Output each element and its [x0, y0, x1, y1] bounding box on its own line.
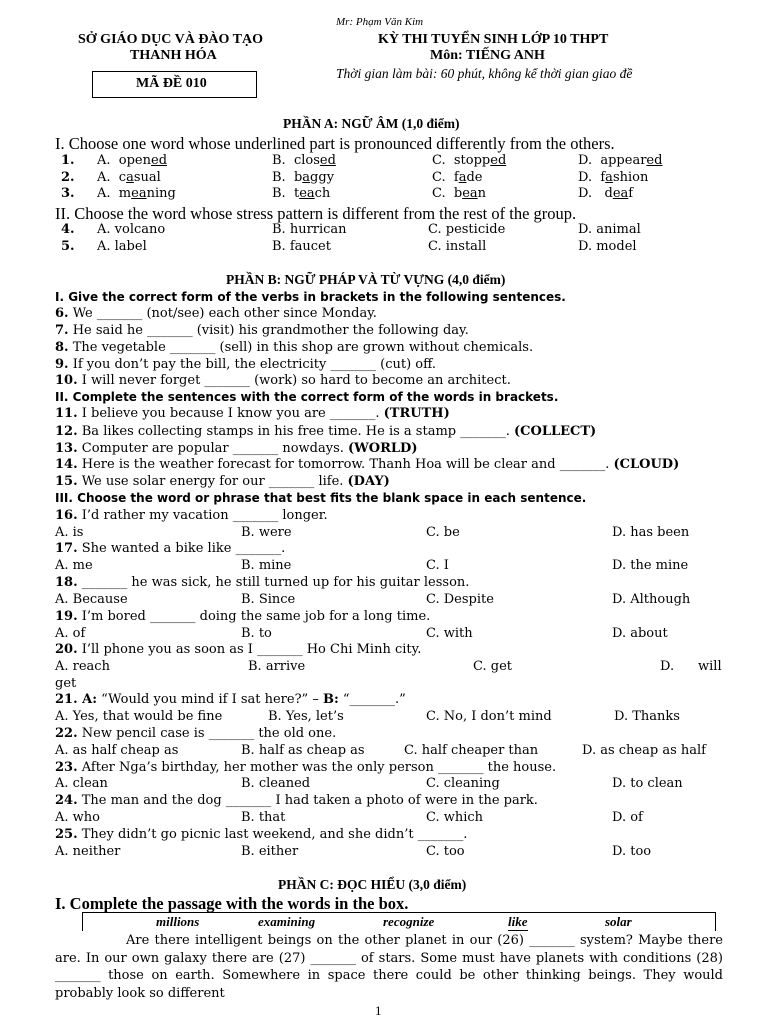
option-c[interactable]: C. with: [426, 626, 473, 641]
option-a[interactable]: A. of: [55, 626, 86, 641]
option-a[interactable]: A. neither: [55, 844, 121, 859]
option-a[interactable]: A. Yes, that would be fine: [55, 709, 223, 724]
box-word: millions: [156, 914, 200, 929]
option-b[interactable]: B. arrive: [248, 659, 306, 674]
options-23: [0, 776, 768, 793]
options-24: [0, 810, 768, 827]
part-a-title: PHẦN A: NGỮ ÂM (1,0 điểm): [283, 116, 460, 131]
option-d[interactable]: D. fashion: [578, 170, 649, 185]
options-16: [0, 525, 768, 542]
box-word: examining: [258, 914, 316, 929]
option-d[interactable]: D. deaf: [578, 186, 634, 201]
option-d[interactable]: D. the mine: [612, 558, 689, 573]
option-d[interactable]: D. Although: [612, 592, 691, 607]
option-c[interactable]: C. bean: [432, 186, 487, 201]
option-d[interactable]: D. of: [612, 810, 643, 825]
option-c[interactable]: C. pesticide: [428, 222, 506, 237]
question-9: 9. If you don’t pay the bill, the electricity _______ (cut) off.: [55, 357, 437, 372]
option-c[interactable]: C. I: [426, 558, 449, 573]
question-17: 17. She wanted a bike like _______.: [55, 541, 286, 556]
question-row-5: [0, 239, 768, 256]
options-20: [0, 659, 768, 676]
exam-title: KỲ THI TUYỂN SINH LỚP 10 THPT: [378, 32, 609, 47]
question-16: 16. I’d rather my vacation _______ longer.: [55, 508, 328, 523]
question-20: 20. I’ll phone you as soon as I _______ Ho Chi Minh city.: [55, 642, 422, 657]
options-22: [0, 743, 768, 760]
option-c[interactable]: C. be: [426, 525, 460, 540]
option-a[interactable]: A. as half cheap as: [55, 743, 179, 758]
option-b[interactable]: B. Since: [241, 592, 296, 607]
option-d[interactable]: D. model: [578, 239, 637, 254]
option-a[interactable]: A. is: [55, 525, 84, 540]
option-b[interactable]: B. baggy: [272, 170, 335, 185]
option-d[interactable]: D. animal: [578, 222, 641, 237]
option-c[interactable]: C. fade: [432, 170, 483, 185]
option-b[interactable]: B. to: [241, 626, 272, 641]
question-row-4: [0, 222, 768, 239]
option-d[interactable]: D. Thanks: [614, 709, 680, 724]
option-a[interactable]: A. meaning: [97, 186, 176, 201]
part-a-instruction-1: I. Choose one word whose underlined part is pronounced differently from the others.: [55, 134, 615, 153]
author-note: Mr: Phạm Văn Kim: [336, 16, 424, 28]
option-b[interactable]: B. either: [241, 844, 299, 859]
question-number: 5.: [61, 239, 75, 254]
option-d[interactable]: D. about: [612, 626, 668, 641]
exam-code: MÃ ĐỀ 010: [136, 76, 207, 91]
option-a[interactable]: A. label: [97, 239, 147, 254]
question-18: 18. _______ he was sick, he still turned up for his guitar lesson.: [55, 575, 470, 590]
option-c[interactable]: C. too: [426, 844, 465, 859]
question-row-2: [0, 170, 768, 187]
question-number: 3.: [61, 186, 75, 201]
option-d[interactable]: D. to clean: [612, 776, 683, 791]
option-a[interactable]: A. reach: [55, 659, 110, 674]
page-number: 1: [375, 1003, 382, 1018]
part-c-instruction-1: I. Complete the passage with the words in the box.: [55, 894, 409, 913]
department-line1: SỞ GIÁO DỤC VÀ ĐÀO TẠO: [78, 32, 264, 47]
option-d-wrap: get: [55, 676, 77, 691]
option-d[interactable]: D. too: [612, 844, 652, 859]
part-c-title: PHẦN C: ĐỌC HIỂU (3,0 điểm): [278, 877, 467, 892]
option-d-text: will: [698, 659, 722, 674]
question-15: 15. We use solar energy for our _______ life. (DAY): [55, 474, 390, 489]
option-a[interactable]: A. me: [55, 558, 93, 573]
option-b[interactable]: B. faucet: [272, 239, 331, 254]
option-c[interactable]: C. Despite: [426, 592, 494, 607]
question-13: 13. Computer are popular _______ nowdays. (WORLD): [55, 441, 418, 456]
option-b[interactable]: B. mine: [241, 558, 292, 573]
time-note: Thời gian làm bài: 60 phút, không kể thời gian giao đề: [336, 66, 633, 81]
question-14: 14. Here is the weather forecast for tomorrow. Thanh Hoa will be clear and _______. (CLOUD): [55, 457, 680, 472]
option-c[interactable]: C. stopped: [432, 153, 507, 168]
question-7: 7. He said he _______ (visit) his grandmother the following day.: [55, 323, 469, 338]
option-b[interactable]: B. cleaned: [241, 776, 311, 791]
option-a[interactable]: A. volcano: [97, 222, 166, 237]
option-a[interactable]: A. casual: [97, 170, 161, 185]
option-a[interactable]: A. who: [55, 810, 100, 825]
option-c[interactable]: C. which: [426, 810, 484, 825]
question-number: 2.: [61, 170, 75, 185]
question-11: 11. I believe you because I know you are _______. (TRUTH): [55, 406, 450, 421]
part-a-instruction-2: II. Choose the word whose stress pattern is different from the rest of the group.: [55, 204, 577, 223]
question-row-1: [0, 153, 768, 170]
option-b[interactable]: B. that: [241, 810, 286, 825]
box-word: like: [508, 914, 528, 929]
question-number: 4.: [61, 222, 75, 237]
subject-line: Môn: TIẾNG ANH: [430, 48, 545, 63]
option-b[interactable]: B. were: [241, 525, 292, 540]
options-19: [0, 626, 768, 643]
question-6: 6. We _______ (not/see) each other since Monday.: [55, 306, 377, 321]
part-b-instruction-3: III. Choose the word or phrase that best fits the blank space in each sentence.: [55, 491, 587, 505]
department-line2: THANH HÓA: [130, 48, 217, 63]
box-word: recognize: [383, 914, 435, 929]
box-word: solar: [605, 914, 632, 929]
part-b-instruction-2: II. Complete the sentences with the correct form of the words in brackets.: [55, 390, 559, 404]
question-21: 21. A: “Would you mind if I sat here?” – B: “_______.”: [55, 692, 406, 707]
option-a[interactable]: A. Because: [55, 592, 128, 607]
question-10: 10. I will never forget _______ (work) so hard to become an architect.: [55, 373, 511, 388]
option-c[interactable]: C. half cheaper than: [404, 743, 539, 758]
part-b-title: PHẦN B: NGỮ PHÁP VÀ TỪ VỰNG (4,0 điểm): [226, 272, 506, 287]
question-22: 22. New pencil case is _______ the old one.: [55, 726, 337, 741]
option-c[interactable]: C. No, I don’t mind: [426, 709, 552, 724]
option-d[interactable]: D. as cheap as half: [582, 743, 706, 758]
option-b[interactable]: B. half as cheap as: [241, 743, 365, 758]
option-a[interactable]: A. clean: [55, 776, 108, 791]
option-b[interactable]: B. Yes, let’s: [268, 709, 344, 724]
options-18: [0, 592, 768, 609]
reading-passage: Are there intelligent beings on the other planet in our (26) _______ system? Maybe there are. In our own galaxy there are (27) _______ of stars. Some must have planets with conditions (28) _______ those on earth. Somewhere in space there could be other thinking beings. They would probably look so different: [55, 933, 723, 1001]
question-23: 23. After Nga’s birthday, her mother was the only person _______ the house.: [55, 760, 557, 775]
option-c[interactable]: C. get: [473, 659, 512, 674]
options-17: [0, 558, 768, 575]
option-b[interactable]: B. closed: [272, 153, 336, 168]
option-b[interactable]: B. hurrican: [272, 222, 347, 237]
option-a[interactable]: A. opened: [97, 153, 168, 168]
question-19: 19. I’m bored _______ doing the same job for a long time.: [55, 609, 431, 624]
option-c[interactable]: C. install: [428, 239, 487, 254]
part-b-instruction-1: I. Give the correct form of the verbs in brackets in the following sentences.: [55, 290, 566, 304]
option-d[interactable]: D.: [660, 659, 675, 674]
option-d[interactable]: D. appeared: [578, 153, 663, 168]
question-row-3: [0, 186, 768, 203]
question-24: 24. The man and the dog _______ I had taken a photo of were in the park.: [55, 793, 538, 808]
question-25: 25. They didn’t go picnic last weekend, and she didn’t _______.: [55, 827, 468, 842]
question-12: 12. Ba likes collecting stamps in his free time. He is a stamp _______. (COLLECT): [55, 424, 597, 439]
option-c[interactable]: C. cleaning: [426, 776, 500, 791]
option-b[interactable]: B. teach: [272, 186, 331, 201]
options-25: [0, 844, 768, 861]
question-number: 1.: [61, 153, 75, 168]
option-d[interactable]: D. has been: [612, 525, 690, 540]
options-21: [0, 709, 768, 726]
question-8: 8. The vegetable _______ (sell) in this shop are grown without chemicals.: [55, 340, 534, 355]
